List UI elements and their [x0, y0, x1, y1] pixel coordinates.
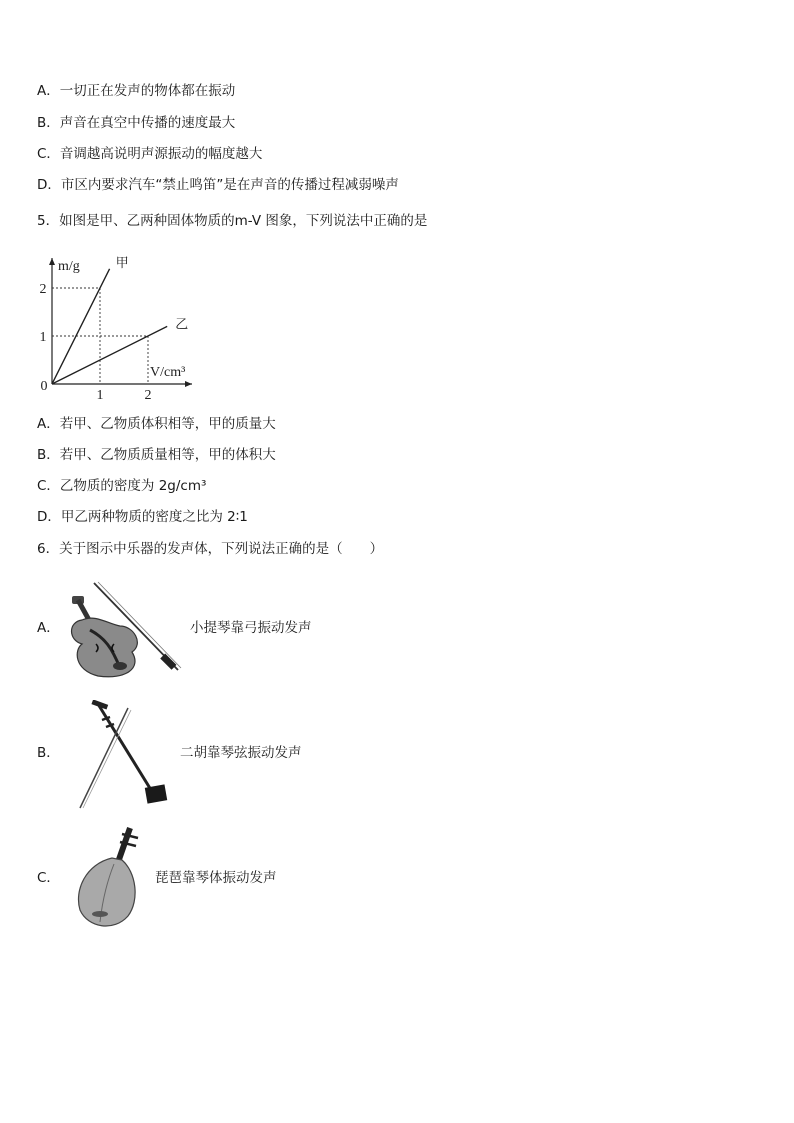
q5-option-b: B．若甲、乙物质质量相等，甲的体积大 [37, 447, 276, 463]
origin-label: 0 [40, 379, 48, 394]
q6-option-a-letter: A． [37, 620, 60, 636]
q6-option-c-text: 琵琶靠琴体振动发声 [155, 870, 277, 886]
x-axis-label: V/cm³ [150, 365, 186, 380]
q5-option-d: D．甲乙两种物质的密度之比为 2∶1 [37, 509, 248, 525]
pipa-icon [70, 824, 152, 932]
x-tick-label-2: 2 [144, 388, 152, 400]
q6-option-c-letter: C． [37, 870, 60, 886]
series-label-1: 乙 [175, 317, 189, 333]
q6-option-b-text: 二胡靠琴弦振动发声 [180, 745, 302, 761]
q4-option-a: A．一切正在发声的物体都在振动 [37, 83, 236, 99]
series-label-0: 甲 [115, 255, 129, 271]
y-tick-label-1: 1 [39, 330, 47, 345]
q6-option-b-letter: B． [37, 745, 60, 761]
violin-icon [60, 578, 185, 683]
x-tick-label-1: 1 [96, 388, 104, 400]
q5-option-a: A．若甲、乙物质体积相等，甲的质量大 [37, 416, 276, 432]
y-axis-label: m/g [58, 259, 80, 274]
q5-option-c: C．乙物质的密度为 2g/cm³ [37, 478, 207, 494]
q4-option-c: C．音调越高说明声源振动的幅度越大 [37, 146, 263, 162]
q4-option-d: D．市区内要求汽车“禁止鸣笛”是在声音的传播过程减弱噪声 [37, 177, 399, 193]
series-line-0 [52, 269, 110, 384]
y-axis-arrow [49, 258, 55, 265]
graph-guides [52, 288, 148, 384]
x-axis-arrow [185, 381, 192, 387]
q6-option-a-text: 小提琴靠弓振动发声 [190, 620, 312, 636]
q5-stem: 5．如图是甲、乙两种固体物质的m-V 图象，下列说法中正确的是 [37, 213, 428, 229]
q4-option-b: B．声音在真空中传播的速度最大 [37, 115, 236, 131]
erhu-icon [72, 700, 172, 812]
m-v-graph [28, 248, 208, 400]
y-tick-label-2: 2 [39, 282, 47, 297]
q6-stem: 6．关于图示中乐器的发声体，下列说法正确的是（ ） [37, 541, 384, 557]
